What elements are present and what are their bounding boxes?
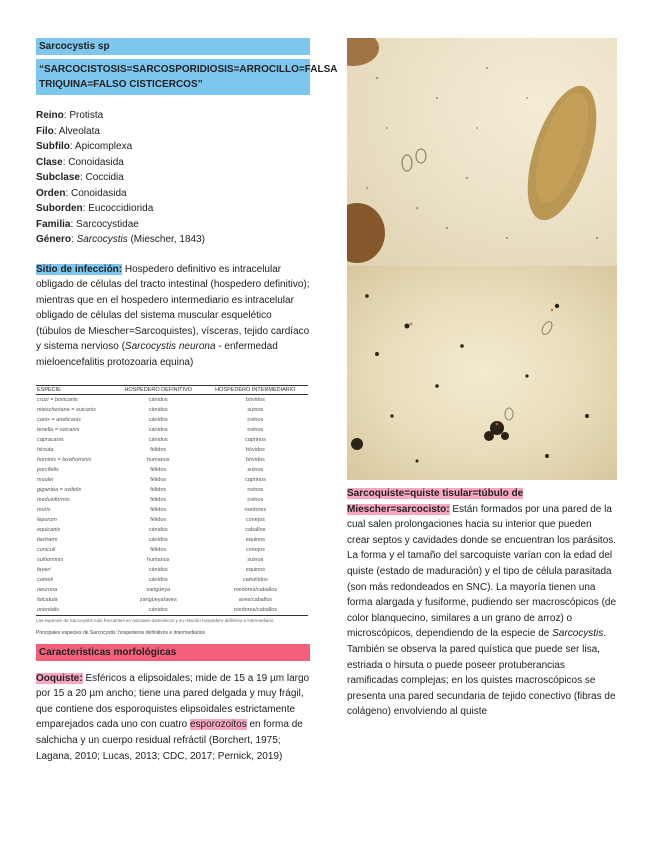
- table-row: [36, 485, 308, 495]
- morphology-title: Características morfológicas: [36, 644, 310, 661]
- intermediate-host-cell: caballos: [245, 526, 266, 533]
- definitive-host-cell: zarigüeya/aves: [139, 596, 177, 603]
- taxonomy-value: : Protista: [63, 110, 104, 121]
- definitive-host-cell: cánidos: [148, 526, 168, 533]
- intermediate-host-cell: ovinos: [247, 416, 264, 423]
- table-header-species: ESPECIE: [36, 385, 114, 394]
- micrograph-sarcocyst-1: [347, 38, 617, 266]
- species-cell: leporum: [37, 516, 57, 523]
- synonyms-banner: “SARCOCISTOSIS=SARCOSPORIDIOSIS=ARROCILLO=FALSA TRIQUINA=FALSO CISTICERCOS”: [36, 59, 310, 95]
- taxonomy-row: [36, 108, 310, 124]
- taxonomy-genus: Sarcocystis: [76, 234, 128, 245]
- intermediate-host-cell: camélidos: [242, 576, 268, 583]
- intermediate-host-cell: roedores/caballos: [203, 605, 308, 616]
- species-cell: muris: [37, 506, 51, 513]
- intermediate-host-cell: ovinos: [247, 496, 264, 503]
- taxonomy-rank: Suborden: [36, 203, 83, 214]
- table-row: [36, 455, 308, 465]
- taxonomy-rank: Clase: [36, 156, 63, 168]
- table-row: [36, 535, 308, 545]
- intermediate-host-cell: suinos: [247, 556, 264, 563]
- intermediate-host-cell: bóvidos: [245, 456, 265, 463]
- table-row: [36, 525, 308, 535]
- table-row: [36, 515, 308, 525]
- intermediate-host-cell: aves/caballos: [238, 596, 272, 603]
- sporozoites-highlight: esporozoitos: [190, 719, 247, 731]
- oocyst-paragraph: [36, 671, 310, 765]
- intermediate-host-cell: ovinos: [247, 486, 264, 493]
- intermediate-host-cell: suinos: [247, 406, 264, 413]
- table-row: [36, 565, 308, 575]
- definitive-host-cell: félidos: [150, 446, 167, 453]
- definitive-host-cell: cánidos: [148, 406, 168, 413]
- table-row: [36, 595, 308, 605]
- table-row: [36, 475, 308, 485]
- species-cell: falcatula: [37, 596, 58, 603]
- intermediate-host-cell: equinos: [245, 566, 265, 573]
- table-caption: Principales especies de Sarcocystis: hospederos definitivos e intermediarios: [36, 629, 205, 636]
- table-row: [36, 465, 308, 475]
- table-header-intermediate: HOSPEDERO INTERMEDIARIO: [203, 385, 308, 394]
- taxonomy-rank: Subclase: [36, 172, 80, 183]
- species-cell: cruzi = bovicanis: [37, 396, 78, 403]
- infection-species: Sarcocystis neurona: [124, 341, 216, 353]
- taxonomy-value: (Miescher, 1843): [127, 234, 205, 245]
- definitive-host-cell: félidos: [150, 546, 167, 553]
- table-row: [36, 545, 308, 555]
- definitive-host-cell: humanos: [146, 456, 170, 463]
- intermediate-host-cell: bóvidos: [245, 396, 265, 403]
- taxonomy-value: : Alveolata: [53, 125, 100, 137]
- species-cell: canis = arieticanis: [37, 416, 81, 423]
- oocyst-text-2: en forma de salchicha y un cuerpo residual refráctil (Borchert, 1975; Lagana, 2010; Lucas, 2013; CDC, 2017; Pernick, 2019): [36, 719, 303, 762]
- species-cell: capracanis: [37, 436, 64, 443]
- taxonomy-row: [36, 217, 310, 233]
- definitive-host-cell: cánidos: [148, 396, 168, 403]
- taxonomy-row: [36, 155, 310, 171]
- sarcocyst-label: Sarcoquiste=quiste tisular=túbulo de Miescher=sarcocisto:: [347, 488, 524, 515]
- infection-text-1: Hospedero definitivo es intracelular obligado de células del tracto intestinal (hospedero definitivo); mientras que en el hospedero intermediario es intracelular obligado de células del sistema muscular esquelético (túbulos de Miescher=Sarcoquistes), vísceras, tejido cardíaco y sistema nervioso (: [36, 263, 310, 353]
- species-cell: miescheriana = suicanis: [37, 406, 96, 413]
- oocyst-label: Ooquiste:: [36, 672, 83, 684]
- definitive-host-cell: félidos: [150, 476, 167, 483]
- species-cell: tenella = ovicanis: [37, 426, 80, 433]
- definitive-host-cell: cánidos: [148, 416, 168, 423]
- definitive-host-cell: cánidos: [114, 605, 203, 616]
- left-column: [36, 38, 338, 764]
- species-cell: moulei: [37, 476, 54, 483]
- table-row: [36, 585, 308, 595]
- definitive-host-cell: humanos: [146, 556, 170, 563]
- table-row: [36, 405, 308, 415]
- taxonomy-rank: Familia: [36, 218, 71, 230]
- table-header-definitive: HOSPEDERO DEFINITIVO: [114, 385, 203, 394]
- taxonomy-rank: Subfilo: [36, 141, 70, 152]
- table-row: [36, 495, 308, 505]
- definitive-host-cell: félidos: [150, 496, 167, 503]
- sarcocyst-text-1: Están formados por una pared de la cual salen prolongaciones hacia su interior que pueden crear septos y cavidades donde se encuentran los parásitos. La forma y el tamaño del sarcoquiste varían con la edad del quiste (estado de maduración) y el tipo de célula parasitada (son más redondeados en SNC). La mayoría tienen una forma alargada y fusiforme, pudiendo ser macroscópicos (de color blanquecino, similares a un grano de arroz) o microscópicos, dependiendo de la especie de: [347, 503, 617, 640]
- intermediate-host-cell: caprinos: [244, 476, 266, 483]
- species-cell: fayeri: [37, 566, 51, 573]
- taxonomy-row: [36, 124, 310, 140]
- definitive-host-cell: félidos: [150, 506, 167, 513]
- intermediate-host-cell: caprinos: [244, 436, 266, 443]
- species-cell: hirsuta: [37, 446, 54, 453]
- taxonomy-row: [36, 201, 310, 217]
- table-row: [36, 555, 308, 565]
- table-row: [36, 435, 308, 445]
- species-cell: suihominis: [37, 556, 63, 563]
- right-column: [347, 38, 617, 720]
- taxonomy-list: [36, 108, 310, 248]
- species-cell: equicanis: [37, 526, 61, 533]
- definitive-host-cell: félidos: [150, 486, 167, 493]
- taxonomy-row: [36, 170, 310, 186]
- intermediate-host-cell: roedores/caballos: [233, 586, 278, 593]
- definitive-host-cell: cánidos: [148, 536, 168, 543]
- definitive-host-cell: félidos: [150, 516, 167, 523]
- taxonomy-value: : Apicomplexa: [69, 141, 133, 152]
- intermediate-host-cell: roedores: [244, 506, 267, 513]
- species-cell: cameli: [37, 576, 53, 583]
- sarcocyst-genus: Sarcocystis: [552, 628, 604, 640]
- definitive-host-cell: cánidos: [148, 426, 168, 433]
- sarcocyst-paragraph: [347, 486, 617, 720]
- taxonomy-row: Género: Sarcocystis (Miescher, 1843): [36, 234, 205, 245]
- definitive-host-cell: cánidos: [148, 566, 168, 573]
- species-cell: bertrami: [37, 536, 58, 543]
- definitive-host-cell: cánidos: [148, 436, 168, 443]
- infection-paragraph: [36, 262, 310, 371]
- table-row: [36, 425, 308, 435]
- intermediate-host-cell: conejos: [245, 546, 265, 553]
- taxonomy-value: : Sarcocystidae: [70, 218, 139, 230]
- organism-title: Sarcocystis sp: [36, 38, 310, 55]
- sarcocyst-text-2: . También se observa la pared quística que puede ser lisa, estriada o hirsuta o puede poseer protuberancias ramificadas complejas; en los quistes macroscópicos se presenta una pared secundaria de tejido conectivo (fibras de colágeno) envolviendo al quiste: [347, 628, 616, 718]
- definitive-host-cell: félidos: [150, 466, 167, 473]
- table-row: [36, 415, 308, 425]
- species-cell: porcifelis: [37, 466, 59, 473]
- taxonomy-value: : Conoidasida: [62, 156, 124, 168]
- taxonomy-row: [36, 186, 310, 202]
- species-cell: orientalis: [36, 605, 114, 616]
- taxonomy-rank: Orden: [36, 187, 66, 199]
- definitive-host-cell: zarigüeya: [146, 586, 171, 593]
- oocyst-text-1: Esféricos a elipsoidales; mide de 15 a 19 µm largo por 15 a 20 µm ancho; tiene una pared delgada y muy frágil, que contiene dos esporoquistes elipsoidales estrictamente emparejados cada uno con cuatro: [36, 672, 310, 731]
- species-cell: hominis = bovihominis: [37, 456, 92, 463]
- taxonomy-rank: Filo: [36, 125, 54, 137]
- infection-text-2: - enfermedad mieloencefalitis protozoaria equina): [36, 341, 278, 369]
- host-table: [36, 385, 308, 616]
- taxonomy-rank: Género: [36, 234, 72, 245]
- table-row: [36, 605, 308, 616]
- taxonomy-value: : Coccidia: [79, 172, 124, 183]
- table-footnote: Las especies de Sarcocystis más frecuentes en animales domésticos y su relación hospedero definitivo e intermediario: [36, 617, 274, 623]
- table-row: [36, 575, 308, 585]
- intermediate-host-cell: conejos: [245, 516, 265, 523]
- definitive-host-cell: cánidos: [148, 576, 168, 583]
- species-cell: neurona: [37, 586, 58, 593]
- intermediate-host-cell: ovinos: [247, 426, 264, 433]
- taxonomy-value: : Conoidasida: [65, 187, 127, 199]
- species-cell: medusiformis: [37, 496, 70, 503]
- taxonomy-value: : Eucoccidiorida: [82, 203, 154, 214]
- species-cell: gigantea = ovifelis: [37, 486, 82, 493]
- taxonomy-row: [36, 139, 310, 155]
- table-row: [36, 394, 308, 405]
- table-row: [36, 505, 308, 515]
- infection-label: Sitio de infección:: [36, 263, 123, 275]
- intermediate-host-cell: equinos: [245, 536, 265, 543]
- intermediate-host-cell: bóvidos: [245, 446, 265, 453]
- table-row: [36, 445, 308, 455]
- micrograph-sarcocyst-2: [347, 266, 617, 480]
- taxonomy-rank: Reino: [36, 110, 64, 121]
- species-cell: cuniculi: [37, 546, 56, 553]
- intermediate-host-cell: suinos: [247, 466, 264, 473]
